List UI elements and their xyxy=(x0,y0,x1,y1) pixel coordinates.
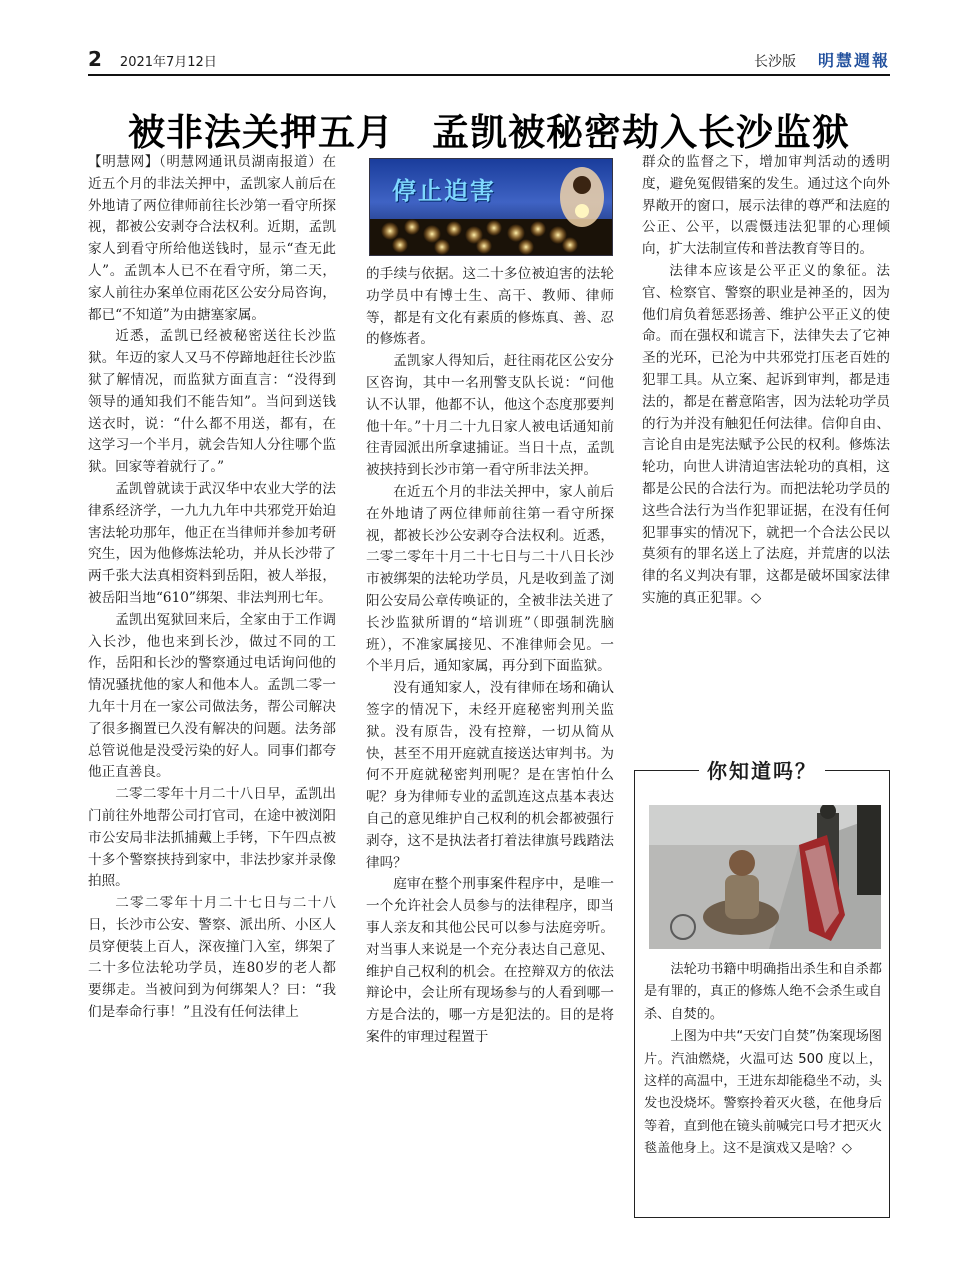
paragraph: 孟凯出冤狱回来后，全家由于工作调入长沙，他也来到长沙，做过不同的工作，岳阳和长沙的警察通过电话询问他的情况骚扰他的家人和他本人。孟凯二零一九年十月在一家公司做法务，帮公司解决了很多搁置已久没有解决的问题。法务部总管说他是没受污染的好人。同事们都夸他正直善良。 xyxy=(88,611,336,781)
paragraph: 法轮功书籍中明确指出杀生和自杀都是有罪的，真正的修炼人绝不会杀生或自杀、自焚的。 xyxy=(644,962,882,1022)
paragraph: 孟凯家人得知后，赶往雨花区公安分区咨询，其中一名刑警支队长说：“问他认不认罪，他都不认，他这个态度那要判他十年。”十月二十九日家人被电话通知前往青园派出所拿逮捕证。当日十点，孟凯被挟持到长沙市第一看守所非法关押。 xyxy=(366,353,614,479)
article-column-2 xyxy=(366,264,614,1222)
paragraph: 庭审在整个刑事案件程序中，是唯一一个允许社会人员参与的法律程序，即当事人亲友和其他公民可以参与法庭旁听。对当事人来说是一个充分表达自己意见、维护自己权利的机会。在控辩双方的依法辩论中，会让所有现场参与的人看到哪一方是合法的，哪一方是犯法的。目的是将案件的审理过程置于 xyxy=(366,876,614,1045)
did-you-know-box xyxy=(634,759,890,1218)
paragraph: 二零二零年十月二十八日早，孟凯出门前往外地帮公司打官司，在途中被浏阳市公安局非法抓捕戴上手铐，下午四点被十多个警察挟持到家中，非法抄家并录像拍照。 xyxy=(88,786,336,890)
paragraph: 二零二零年十月二十七日与二十八日，长沙市公安、警察、派出所、小区人员穿便装上百人，深夜撞门入室，绑架了二十多位法轮功学员，连80岁的老人都要绑走。当被问到为何绑架人？曰：“我们是奉命行事！”且没有任何法律上 xyxy=(88,895,336,1021)
article-column-1 xyxy=(88,152,336,1222)
paragraph: 【明慧网】（明慧网通讯员湖南报道）在近五个月的非法关押中，孟凯家人前后在外地请了两位律师前往长沙第一看守所探视，都被公安剥夺合法权利。近期，孟凯家人到看守所给他送钱时，显示“查无此人”。孟凯本人已不在看守所，第二天，家人前往办案单位雨花区公安分局咨询，都已“不知道”为由搪塞家属。 xyxy=(88,154,336,323)
paragraph: 孟凯曾就读于武汉华中农业大学的法律系经济学，一九九九年中共邪党开始迫害法轮功那年，他正在当律师并参加考研究生，因为他修炼法轮功，并从长沙带了两千张大法真相资料到岳阳，被人举报，被岳阳当地“610”绑架、非法判刑七年。 xyxy=(88,480,336,606)
paragraph: 没有通知家人，没有律师在场和确认签字的情况下，未经开庭秘密判刑关监狱。没有原告，没有控辩，一切从简从快，甚至不用开庭就直接送达审判书。为何不开庭就秘密判刑呢？是在害怕什么呢？身为律师专业的孟凯连这点基本表达自己的意见维护自己权利的机会都被强行剥夺，这不是执法者打着法律旗号践踏法律吗？ xyxy=(366,680,614,871)
article-column-3 xyxy=(642,152,890,722)
paper-name: 明慧週報 xyxy=(817,51,890,70)
banner-title: 停止迫害 xyxy=(392,177,496,205)
paragraph: 的手续与依据。这二十多位被迫害的法轮功学员中有博士生、高干、教师、律师等，都是有文化有素质的修炼真、善、忍的修炼者。 xyxy=(366,266,614,348)
paragraph: 群众的监督之下，增加审判活动的透明度，避免冤假错案的发生。通过这个向外界敞开的窗口，展示法律的尊严和法庭的公正、公平，以震慑违法犯罪的心理倾向，扩大法制宣传和普法教育等目的。 xyxy=(642,154,890,258)
page-header-right xyxy=(754,48,890,71)
box-text xyxy=(644,959,882,1161)
box-title: 你知道吗？ xyxy=(699,757,825,785)
paragraph: 法律本应该是公平正义的象征。法官、检察官、警察的职业是神圣的，因为他们肩负着惩恶扬善、维护公平正义的使命。而在强权和谎言下，法律失去了它神圣的光环，已沦为中共邪党打压老百姓的犯罪工具。从立案、起诉到审判，都是违法的，都是在蓄意陷害，因为法轮功学员的行为并没有触犯任何法律。信仰自由、言论自由是宪法赋予公民的权利。修炼法轮功，向世人讲清迫害法轮功的真相，这都是公民的合法行为。而把法轮功学员的这些合法行为当作犯罪证据，在没有任何犯罪事实的情况下，就把一个合法公民以莫须有的罪名送上了法庭，并荒唐的以法律的名义判决有罪，这都是破坏国家法律实施的真正犯罪。◇ xyxy=(642,262,890,606)
photo-illustration xyxy=(649,805,881,949)
paragraph: 在近五个月的非法关押中，家人前后在外地请了两位律师前往第一看守所探视，都被长沙公安剥夺合法权利。近悉，二零二零年十月二十七日与二十八日长沙市被绑架的法轮功学员，凡是收到盖了浏阳公安局公章传唤证的，全被非法关进了长沙监狱所谓的“培训班”（即强制洗脑班），不准家属接见、不准律师会见。一个半月后，通知家属，再分到下面监狱。 xyxy=(366,483,614,675)
tiananmen-photo xyxy=(649,805,881,949)
issue-date: 2021年7月12日 xyxy=(119,55,217,70)
paragraph: 上图为中共“天安门自焚”伪案现场图片。汽油燃烧，火温可达 500 度以上，这样的高温中，王进东却能稳坐不动，头发也没烧坏。警察拎着灭火毯，在他身后等着，直到他在镜头前喊完口号才把灭火毯盖他身上。这不是演戏又是啥？◇ xyxy=(644,1029,882,1157)
paragraph: 近悉，孟凯已经被秘密送往长沙监狱。年迈的家人又马不停蹄地赶往长沙监狱了解情况，而监狱方面直言：“没得到领导的通知我们不能告知”。当问到送钱送衣时，说：“什么都不用送，都有，在这学习一个半月，就会告知人分往哪个监狱。回家等着就行了。” xyxy=(88,328,336,476)
page-header-left xyxy=(88,47,217,71)
headline: 被非法关押五月 孟凯被秘密劫入长沙监狱 xyxy=(128,110,850,154)
stop-persecution-banner xyxy=(369,158,613,256)
page-number: 2 xyxy=(88,47,102,71)
edition-label: 长沙版 xyxy=(753,54,796,70)
header-rule xyxy=(88,74,890,76)
